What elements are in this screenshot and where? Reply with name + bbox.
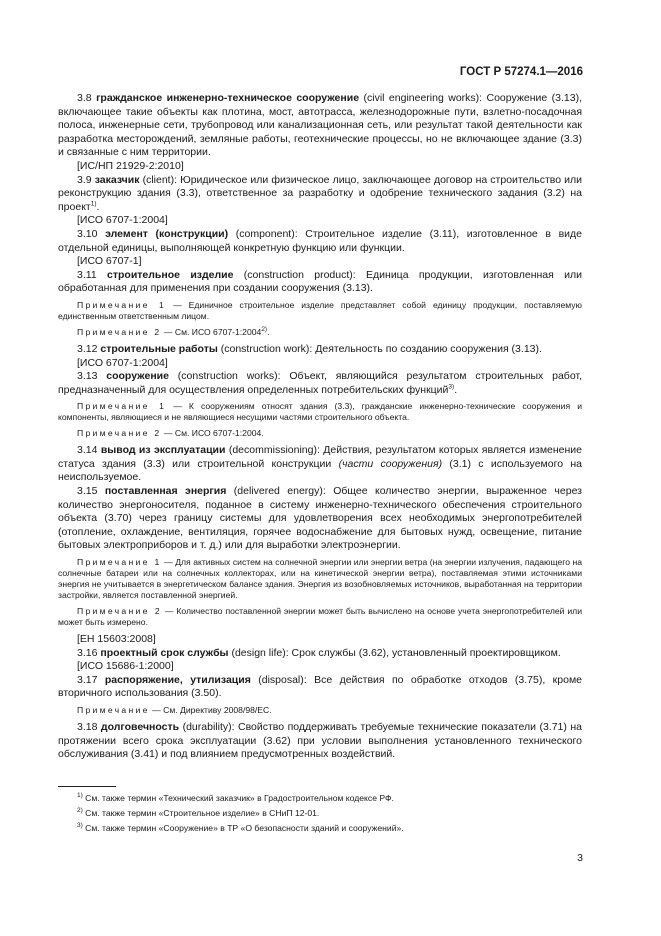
term-entry — [58, 92, 582, 160]
note-label: Примечание 2 — [77, 428, 162, 439]
footnote — [58, 806, 582, 821]
note-label: Примечание 1 — [77, 401, 167, 412]
term-name: распоряжение, утилизация — [104, 673, 251, 686]
term-number: 3.11 — [77, 268, 97, 281]
terms-content — [58, 92, 582, 762]
note-label: Примечание 1 — [77, 299, 167, 310]
note-label: Примечание 2 — [77, 606, 163, 617]
term-name: заказчик — [94, 173, 140, 186]
term-entry — [58, 228, 582, 255]
term-source: [ИС/НП 21929-2:2010] — [77, 159, 184, 172]
term-number: 3.9 — [77, 173, 92, 186]
note-label: Примечание — [77, 705, 150, 715]
term-note — [58, 428, 582, 439]
term-number: 3.16 — [77, 646, 98, 659]
term-note — [58, 300, 582, 322]
term-source: [ЕН 15603:2008] — [77, 633, 156, 646]
term-entry — [58, 647, 582, 661]
term-definition: (delivered energy): Общее количество энергии, выраженное через количество энергоносителя, поданное в систему инженерно-технического обеспечения строительного объекта (3.70) через границу системы для удовлетворения всех необходимых энергопотребителей (отопление, охлаждение, вентиляция, горячее водоснабжение для бытовых нужд, освещение, питание бытовых электроприборов и т. д.) или для выработки электроэнергии. — [58, 485, 582, 552]
term-definition: (client): Юридическое или физическое лицо, заключающее договор на строительство или реконструкцию здания (3.3), ответственное за разработку и одобрение технического задания (3.2) на проект — [58, 173, 582, 213]
term-definition: (construction works): Объект, являющийся результатом строительных работ, предназначенный для осуществления определенных потребительских функций — [58, 370, 582, 396]
term-entry — [58, 485, 582, 553]
term-definition: (component): Строительное изделие (3.11), изготовленное в виде отдельной единицы, выполняющей конкретную функцию или функции. — [58, 227, 582, 254]
term-entry — [58, 269, 582, 296]
term-number: 3.10 — [77, 227, 98, 240]
footnotes — [58, 786, 582, 836]
footnote-mark: 2) — [77, 807, 83, 815]
term-definition: (design life): Срок службы (3.62), установленный проектировщиком. — [228, 646, 561, 659]
punct: . — [267, 326, 270, 337]
note-text: — См. ИСО 6707-1:2004 — [161, 326, 262, 337]
footnote-ref[interactable]: 2) — [261, 326, 268, 334]
term-name: долговечность — [100, 721, 180, 733]
term-number: 3.14 — [77, 444, 98, 457]
note-text: — См. ИСО 6707-1:2004. — [161, 428, 264, 439]
term-name: вывод из эксплуатации — [100, 444, 226, 457]
footnote-mark: 1) — [77, 792, 83, 800]
term-number: 3.17 — [77, 673, 98, 686]
doc-code-header: ГОСТ Р 57274.1—2016 — [459, 66, 583, 78]
note-label: Примечание 2 — [77, 326, 162, 337]
note-text: — Для активных систем на солнечной энергии или энергии ветра (на энергии излучения, падающего на солнечные батареи или на солнечных коллекторах, или на кинетической энергии ветра), поставляемая этими источниками энергия не учитывается в энергетическом балансе здания. Энергия из возобновляемых источников, выработанная на территории застройки, является поставленной энергией. — [58, 557, 582, 601]
term-entry — [58, 674, 582, 701]
term-source: [ИСО 15686-1:2000] — [77, 660, 174, 673]
note-label: Примечание 1 — [77, 557, 162, 568]
term-note — [58, 327, 582, 338]
term-source: [ИСО 6707-1] — [77, 255, 142, 268]
term-name: сооружение — [106, 370, 169, 383]
term-note — [58, 705, 582, 716]
footnote-text: См. также термин «Сооружение» в ТР «О безопасности зданий и сооружений». — [82, 823, 404, 833]
term-definition: (civil engineering works): Сооружение (3.13), включающее такие объекты как плотина, мост, автотрасса, железнодорожные пути, взлетно-посадочная полоса, инженерные сети, трубопровод или канализационная сеть, или результат такой деятельности как разработка месторождений, земляные работы, геотехнические процессы, но не включающее здание (3.3) и связанные с ним территории. — [58, 92, 583, 159]
term-name: строительные работы — [100, 342, 218, 355]
footnote-mark: 3) — [77, 822, 83, 830]
term-note — [58, 557, 582, 601]
footnote — [58, 791, 582, 806]
footnote-divider — [58, 786, 116, 787]
note-text: — См. Директиву 2008/98/ЕС. — [149, 705, 272, 715]
term-definition: (decommissioning): Действия, результатом которых является изменение статуса здания (3.3) или строительной конструкции — [58, 444, 583, 470]
term-name: элемент (конструкции) — [105, 227, 229, 240]
footnote-text: См. также термин «Строительное изделие» в СНиП 12-01. — [82, 808, 320, 818]
term-entry — [58, 370, 582, 397]
term-name: строительное изделие — [107, 268, 234, 281]
punct: . — [454, 383, 458, 396]
term-definition-italic: (части сооружения) — [338, 457, 443, 470]
footnote-ref[interactable]: 1) — [90, 200, 97, 208]
term-entry — [58, 343, 582, 357]
term-note — [58, 606, 582, 628]
term-definition: (durability): Свойство поддерживать требуемые технические показатели (3.71) на протяжении всего срока эксплуатации (3.62) при условии выполнения установленного технического обслуживания (3.41) и под влиянием предусмотренных воздействий. — [58, 721, 582, 761]
term-number: 3.13 — [77, 370, 98, 383]
footnote — [58, 821, 582, 836]
term-number: 3.15 — [77, 485, 98, 498]
term-number: 3.8 — [77, 92, 92, 104]
term-note — [58, 401, 582, 423]
note-text: — К сооружениям относят здания (3.3), гражданские инженерно-технические сооружения и компоненты, являющиеся и не являющиеся несущими частями строительного объекта. — [58, 401, 582, 423]
term-number: 3.18 — [77, 721, 98, 733]
term-entry — [58, 721, 582, 762]
term-entry — [58, 444, 582, 485]
term-number: 3.12 — [77, 342, 98, 355]
term-name: проектный срок службы — [100, 646, 229, 659]
footnote-text: См. также термин «Технический заказчик» в Градостроительном кодексе РФ. — [82, 793, 394, 803]
term-source: [ИСО 6707-1:2004] — [77, 214, 168, 227]
note-text: — Количество поставленной энергии может быть вычислено на основе учета энергопотребителей или может быть измерено. — [58, 606, 582, 628]
term-entry — [58, 174, 582, 215]
punct: . — [96, 200, 100, 213]
term-definition: (construction product): Единица продукции, изготовленная или обработанная для применения при создании сооружения (3.13). — [58, 268, 583, 295]
term-definition: (3.1) с используемого на неиспользуемое. — [58, 457, 582, 484]
term-name: поставленная энергия — [104, 485, 227, 498]
note-text: — Единичное строительное изделие представляет собой единицу продукции, поставляемую единственным ответственным лицом. — [58, 299, 582, 321]
term-name: гражданское инженерно-техническое сооружение — [96, 92, 360, 104]
term-definition: (construction work): Деятельность по созданию сооружения (3.13). — [217, 342, 542, 355]
page-number: 3 — [577, 852, 583, 864]
footnote-ref[interactable]: 3) — [448, 383, 455, 391]
term-definition: (disposal): Все действия по обработке отходов (3.75), кроме вторичного использования (3.50). — [58, 673, 583, 700]
term-source: [ИСО 6707-1:2004] — [77, 356, 168, 369]
